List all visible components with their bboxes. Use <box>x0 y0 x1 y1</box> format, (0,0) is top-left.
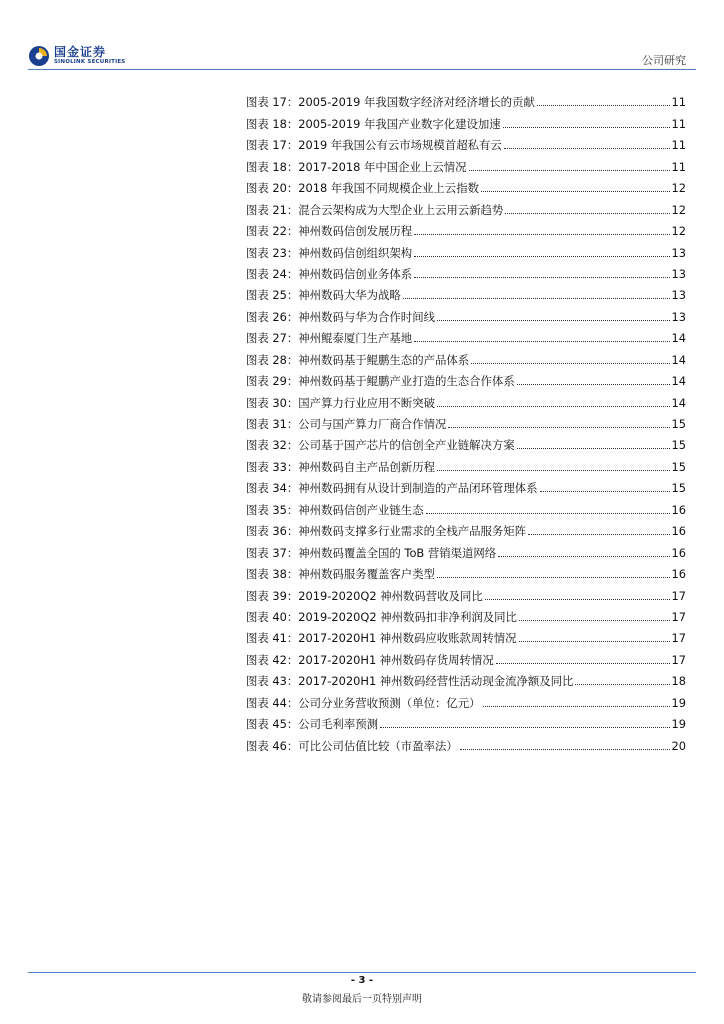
toc-entry-title: 图表 44：公司分业务营收预测（单位：亿元） <box>246 695 481 710</box>
toc-entry[interactable] <box>246 731 686 752</box>
toc-entry-title: 图表 18：2005-2019 年我国产业数字化建设加速 <box>246 116 501 131</box>
footer-disclaimer: 敬请参阅最后一页特别声明 <box>302 994 422 1005</box>
toc-dot-leader <box>437 469 670 471</box>
toc-entry[interactable] <box>246 538 686 559</box>
toc-entry-page: 17 <box>671 631 686 646</box>
toc-entry[interactable] <box>246 517 686 538</box>
toc-entry[interactable] <box>246 645 686 666</box>
toc-entry-title: 图表 34：神州数码拥有从设计到制造的产品闭环管理体系 <box>246 481 538 496</box>
toc-entry-title: 图表 45：公司毛利率预测 <box>246 717 379 732</box>
toc-entry-title: 图表 33：神州数码自主产品创新历程 <box>246 459 435 474</box>
toc-entry-page: 18 <box>671 674 686 689</box>
toc-dot-leader <box>528 533 669 535</box>
toc-entry-page: 16 <box>671 524 686 539</box>
toc-entry[interactable] <box>246 603 686 624</box>
toc-dot-leader <box>496 662 670 664</box>
toc-entry-title: 图表 23：神州数码信创组织架构 <box>246 245 413 260</box>
toc-dot-leader <box>426 512 670 514</box>
toc-entry-page: 14 <box>671 395 686 410</box>
toc-entry-title: 图表 37：神州数码覆盖全国的 ToB 营销渠道网络 <box>246 545 497 560</box>
toc-dot-leader <box>437 319 670 321</box>
toc-entry[interactable] <box>246 410 686 431</box>
toc-entry[interactable] <box>246 345 686 366</box>
toc-entry[interactable] <box>246 560 686 581</box>
toc-entry-page: 13 <box>671 266 686 281</box>
page-header <box>0 0 724 72</box>
toc-dot-leader <box>471 362 669 364</box>
toc-entry-title: 图表 42：2017-2020H1 神州数码存货周转情况 <box>246 652 494 667</box>
toc-entry-page: 15 <box>671 459 686 474</box>
toc-entry-page: 11 <box>671 138 686 153</box>
toc-entry[interactable] <box>246 174 686 195</box>
toc-entry-title: 图表 41：2017-2020H1 神州数码应收账款周转情况 <box>246 631 517 646</box>
toc-dot-leader <box>448 426 669 428</box>
toc-entry[interactable] <box>246 624 686 645</box>
toc-entry-page: 17 <box>671 652 686 667</box>
toc-entry-title: 图表 28：神州数码基于鲲鹏生态的产品体系 <box>246 352 470 367</box>
toc-entry-page: 15 <box>671 417 686 431</box>
toc-entry-title: 图表 26：神州数码与华为合作时间线 <box>246 309 435 324</box>
toc-dot-leader <box>437 576 670 578</box>
figure-table-of-contents <box>246 88 686 753</box>
toc-dot-leader <box>517 447 670 449</box>
footer-divider <box>28 972 696 973</box>
toc-entry[interactable] <box>246 495 686 516</box>
toc-entry[interactable] <box>246 152 686 173</box>
report-section-label: 公司研究 <box>642 54 686 67</box>
toc-entry[interactable] <box>246 217 686 238</box>
toc-entry-title: 图表 17：2005-2019 年我国数字经济对经济增长的贡献 <box>246 95 535 110</box>
toc-entry-title: 图表 43：2017-2020H1 神州数码经营性活动现金流净额及同比 <box>246 674 574 689</box>
toc-entry-title: 图表 30：国产算力行业应用不断突破 <box>246 395 435 410</box>
toc-entry-page: 20 <box>671 738 686 753</box>
toc-dot-leader <box>517 383 670 385</box>
toc-dot-leader <box>469 169 670 171</box>
toc-entry[interactable] <box>246 452 686 473</box>
toc-entry-title: 图表 17：2019 年我国公有云市场规模首超私有云 <box>246 138 502 153</box>
toc-entry-title: 图表 18：2017-2018 年中国企业上云情况 <box>246 159 467 174</box>
header-divider <box>28 69 696 70</box>
toc-dot-leader <box>519 640 670 642</box>
toc-entry[interactable] <box>246 667 686 688</box>
toc-entry-page: 13 <box>671 309 686 324</box>
toc-entry-title: 图表 36：神州数码支撑多行业需求的全栈产品服务矩阵 <box>246 524 527 539</box>
toc-dot-leader <box>537 104 670 106</box>
toc-entry[interactable] <box>246 431 686 452</box>
toc-dot-leader <box>380 726 669 728</box>
toc-entry-page: 12 <box>671 181 686 196</box>
toc-dot-leader <box>575 683 669 685</box>
toc-entry[interactable] <box>246 388 686 409</box>
toc-entry[interactable] <box>246 260 686 281</box>
toc-entry-title: 图表 20：2018 年我国不同规模企业上云指数 <box>246 181 479 196</box>
toc-entry[interactable] <box>246 688 686 709</box>
toc-entry-title: 图表 35：神州数码信创产业链生态 <box>246 502 424 517</box>
toc-entry[interactable] <box>246 367 686 388</box>
toc-entry-page: 16 <box>671 502 686 517</box>
toc-dot-leader <box>503 126 670 128</box>
toc-entry-title: 图表 38：神州数码服务覆盖客户类型 <box>246 567 435 582</box>
toc-entry-page: 17 <box>671 588 686 603</box>
toc-entry-page: 15 <box>671 438 686 453</box>
toc-entry-page: 15 <box>671 481 686 496</box>
toc-dot-leader <box>414 340 669 342</box>
toc-entry[interactable] <box>246 581 686 602</box>
toc-entry[interactable] <box>246 238 686 259</box>
toc-entry[interactable] <box>246 195 686 216</box>
toc-entry-page: 13 <box>671 245 686 260</box>
toc-dot-leader <box>498 555 669 557</box>
toc-entry-title: 图表 46：可比公司估值比较（市盈率法） <box>246 738 458 753</box>
toc-entry[interactable] <box>246 474 686 495</box>
toc-entry-title: 图表 24：神州数码信创业务体系 <box>246 266 413 281</box>
sinolink-logo-icon <box>28 45 50 67</box>
page-number: - 3 - <box>350 975 374 986</box>
toc-entry-page: 19 <box>671 695 686 710</box>
toc-entry[interactable] <box>246 710 686 731</box>
toc-entry[interactable] <box>246 131 686 152</box>
logo-english-name: SINOLINK SECURITIES <box>54 59 126 65</box>
toc-entry-page: 11 <box>671 116 686 131</box>
toc-dot-leader <box>505 212 669 214</box>
toc-entry-title: 图表 22：神州数码信创发展历程 <box>246 224 413 239</box>
toc-entry-page: 14 <box>671 331 686 346</box>
toc-dot-leader <box>481 190 670 192</box>
toc-entry-title: 图表 39：2019-2020Q2 神州数码营收及同比 <box>246 588 483 603</box>
toc-entry-page: 12 <box>671 224 686 239</box>
toc-entry-page: 16 <box>671 567 686 582</box>
toc-dot-leader <box>403 297 670 299</box>
toc-dot-leader <box>504 147 670 149</box>
toc-entry-page: 14 <box>671 352 686 367</box>
logo-chinese-name: 国金证券 <box>54 45 107 59</box>
toc-entry-page: 17 <box>671 609 686 624</box>
toc-entry[interactable] <box>246 88 686 109</box>
toc-entry-title: 图表 27：神州鲲泰厦门生产基地 <box>246 331 413 346</box>
toc-entry-page: 13 <box>671 288 686 303</box>
toc-entry-page: 16 <box>671 545 686 560</box>
toc-dot-leader <box>540 490 670 492</box>
toc-entry-title: 图表 40：2019-2020Q2 神州数码扣非净利润及同比 <box>246 609 517 624</box>
toc-entry-title: 图表 31：公司与国产算力厂商合作情况 <box>246 417 447 431</box>
toc-entry-page: 11 <box>671 159 686 174</box>
toc-dot-leader <box>483 705 670 707</box>
toc-dot-leader <box>519 619 670 621</box>
toc-dot-leader <box>437 405 670 407</box>
toc-entry-page: 19 <box>671 717 686 732</box>
toc-entry[interactable] <box>246 281 686 302</box>
toc-dot-leader <box>485 598 670 600</box>
toc-dot-leader <box>414 276 669 278</box>
company-logo <box>28 42 125 70</box>
toc-entry[interactable] <box>246 324 686 345</box>
toc-dot-leader <box>460 748 670 750</box>
toc-entry-title: 图表 25：神州数码大华为战略 <box>246 288 401 303</box>
toc-entry-title: 图表 21：混合云架构成为大型企业上云用云新趋势 <box>246 202 504 217</box>
toc-entry[interactable] <box>246 109 686 130</box>
toc-entry[interactable] <box>246 302 686 323</box>
toc-entry-page: 14 <box>671 374 686 389</box>
toc-dot-leader <box>414 255 669 257</box>
toc-entry-page: 11 <box>671 95 686 110</box>
toc-entry-title: 图表 29：神州数码基于鲲鹏产业打造的生态合作体系 <box>246 374 515 389</box>
toc-entry-title: 图表 32：公司基于国产芯片的信创全产业链解决方案 <box>246 438 515 453</box>
toc-entry-page: 12 <box>671 202 686 217</box>
toc-dot-leader <box>414 233 669 235</box>
